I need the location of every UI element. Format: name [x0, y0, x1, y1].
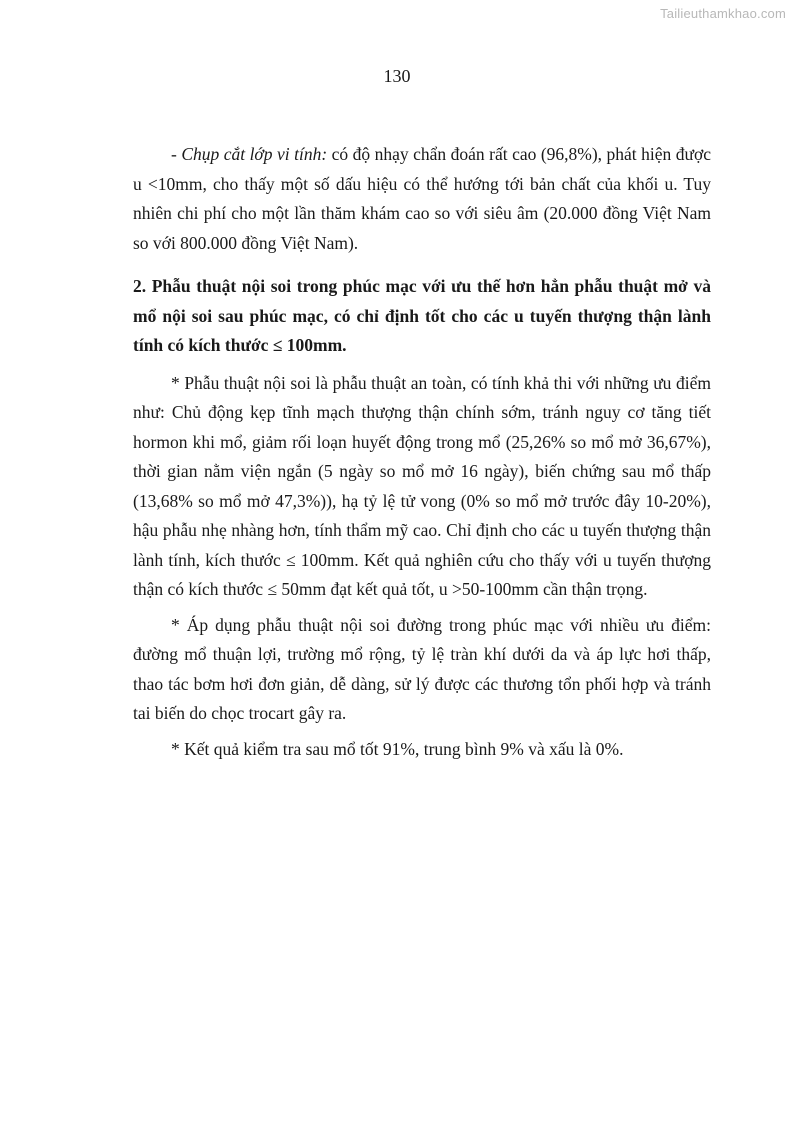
page-number: 130 [383, 66, 411, 86]
paragraph-ct-scan [133, 140, 711, 258]
document-body [133, 140, 711, 764]
italic-term: Chụp cắt lớp vi tính: [181, 144, 328, 164]
watermark: Tailieuthamkhao.com [660, 6, 786, 21]
paragraph-laparoscopy-advantages: * Phẫu thuật nội soi là phẫu thuật an toàn, có tính khả thi với những ưu điểm như: Chủ động kẹp tĩnh mạch thượng thận chính sớm, tránh nguy cơ tăng tiết hormon khi mổ, giảm rối loạn huyết động trong mổ (25,26% so mổ mở 36,67%), thời gian nằm viện ngắn (5 ngày so mổ mở 16 ngày), biến chứng sau mổ thấp (13,68% so mổ mở 47,3%)), hạ tỷ lệ tử vong (0% so mổ mở trước đây 10-20%), hậu phẫu nhẹ nhàng hơn, tính thẩm mỹ cao. Chỉ định cho các u tuyến thượng thận lành tính, kích thước ≤ 100mm. Kết quả nghiên cứu cho thấy với u tuyến thượng thận có kích thước ≤ 50mm đạt kết quả tốt, u >50-100mm cần thận trọng. [133, 372, 711, 599]
paragraph-lead: - [171, 144, 182, 164]
paragraph-text: có độ nhạy chẩn đoán rất cao (96,8%), phát hiện được u <10mm, cho thấy một số dấu hiệu có thể hướng tới bản chất của khối u. Tuy nhiên chi phí cho một lần thăm khám cao so với siêu âm (20.000 đồng Việt Nam so với 800.000 đồng Việt Nam). [133, 144, 712, 253]
section-heading: 2. Phẫu thuật nội soi trong phúc mạc với ưu thế hơn hẳn phẫu thuật mở và mổ nội soi sau phúc mạc, có chỉ định tốt cho các u tuyến thượng thận lành tính có kích thước ≤ 100mm. [133, 276, 711, 355]
paragraph-transperitoneal: * Áp dụng phẫu thuật nội soi đường trong phúc mạc với nhiều ưu điểm: đường mổ thuận lợi, trường mổ rộng, tỷ lệ tràn khí dưới da và áp lực hơi thấp, thao tác bơm hơi đơn giản, dễ dàng, sử lý được các thương tổn phối hợp và tránh tai biến do chọc trocart gây ra. [133, 614, 711, 723]
paragraph-results: * Kết quả kiểm tra sau mổ tốt 91%, trung bình 9% và xấu là 0%. [171, 738, 624, 759]
